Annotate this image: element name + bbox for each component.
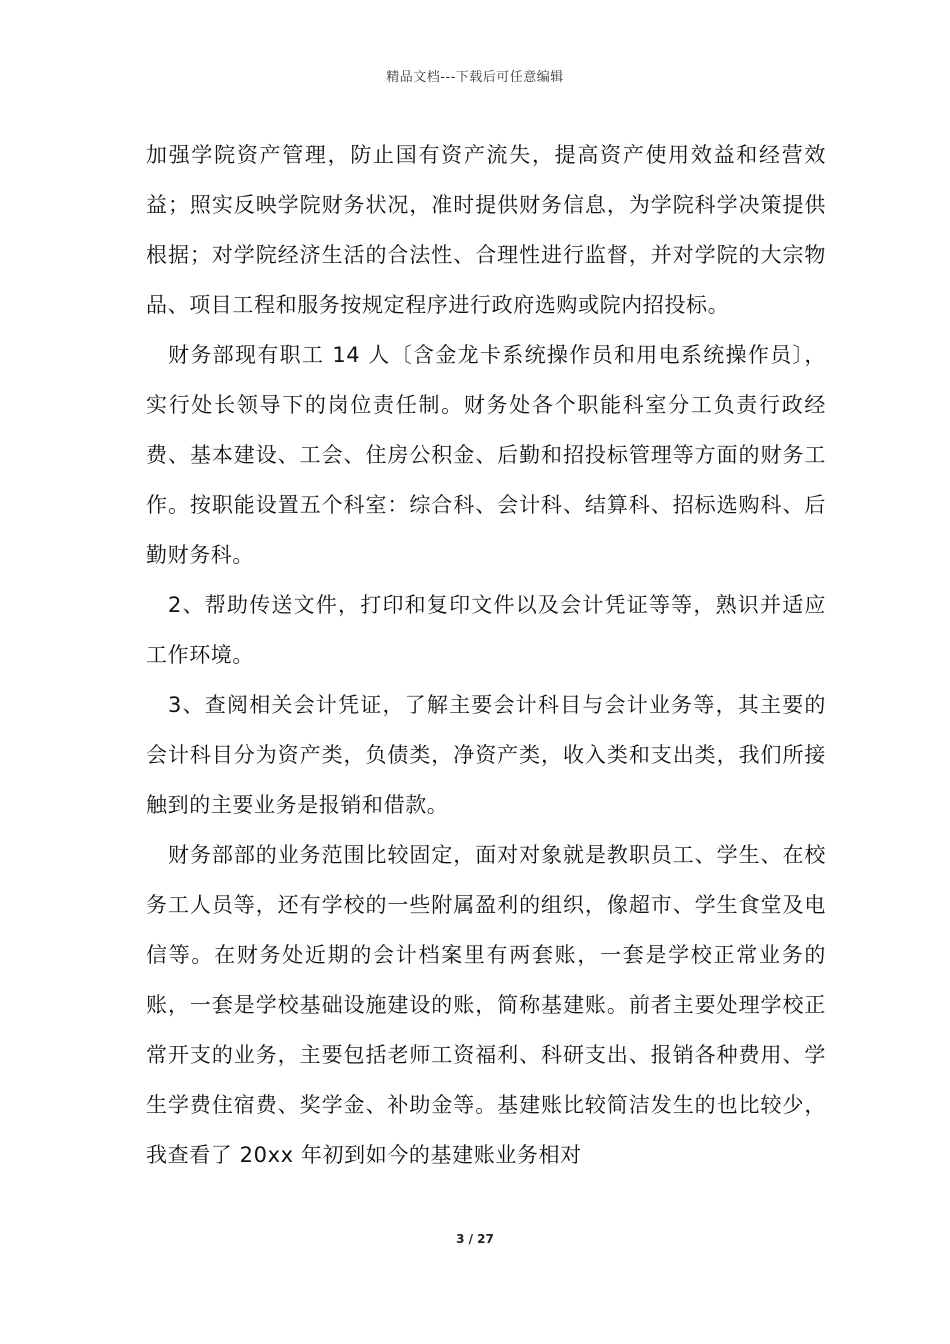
document-body [146, 130, 826, 1180]
page-number: 3 / 27 [456, 1232, 494, 1246]
paragraph-item-3: 3、查阅相关会计凭证，了解主要会计科目与会计业务等，其主要的会计科目分为资产类，负债类，净资产类，收入类和支出类，我们所接触到的主要业务是报销和借款。 [146, 693, 826, 817]
paragraph-item-2: 2、帮助传送文件，打印和复印文件以及会计凭证等等，熟识并适应工作环境。 [146, 593, 826, 667]
document-header: 精品文档---下载后可任意编辑 [386, 70, 564, 85]
paragraph-asset-management: 加强学院资产管理，防止国有资产流失，提高资产使用效益和经营效益；照实反映学院财务状况，准时提供财务信息，为学院科学决策提供根据；对学院经济生活的合法性、合理性进行监督，并对学院的大宗物品、项目工程和服务按规定程序进行政府选购或院内招投标。 [146, 143, 826, 317]
paragraph-staff: 财务部现有职工 14 人〔含金龙卡系统操作员和用电系统操作员〕，实行处长领导下的岗位责任制。财务处各个职能科室分工负责行政经费、基本建设、工会、住房公积金、后勤和招投标管理等方面的财务工作。按职能设置五个科室：综合科、会计科、结算科、招标选购科、后勤财务科。 [146, 343, 826, 567]
paragraph-business-scope: 财务部部的业务范围比较固定，面对对象就是教职员工、学生、在校务工人员等，还有学校的一些附属盈利的组织，像超市、学生食堂及电信等。在财务处近期的会计档案里有两套账，一套是学校正常业务的账，一套是学校基础设施建设的账，简称基建账。前者主要处理学校正常开支的业务，主要包括老师工资福利、科研支出、报销各种费用、学生学费住宿费、奖学金、补助金等。基建账比较简洁发生的也比较少，我查看了 20xx 年初到如今的基建账业务相对 [146, 843, 826, 1167]
